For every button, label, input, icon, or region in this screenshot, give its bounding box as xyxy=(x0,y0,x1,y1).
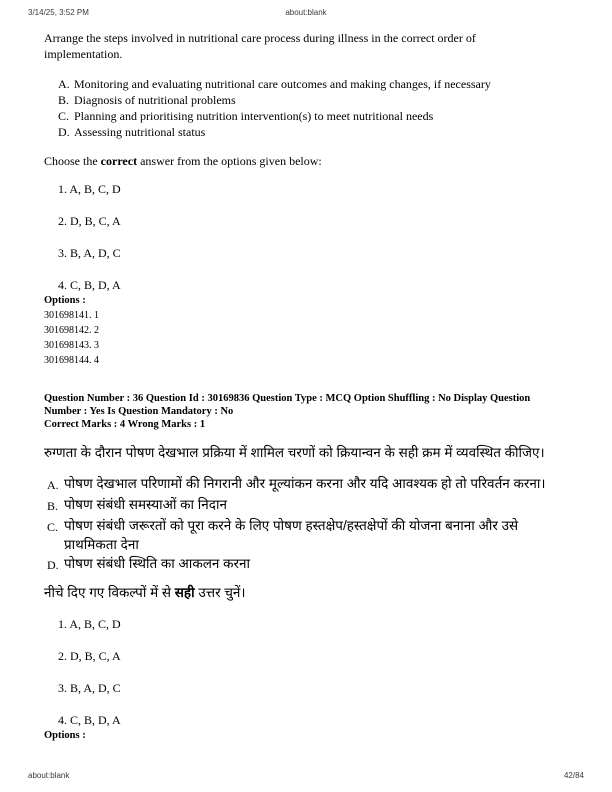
step-item-c xyxy=(58,108,568,124)
choice-item-1: 1. A, B, C, D xyxy=(58,182,121,196)
choose-prefix: नीचे दिए गए विकल्पों में से xyxy=(44,585,175,600)
choices-list-english xyxy=(58,181,568,293)
choice-item-2: 2. D, B, C, A xyxy=(58,649,121,663)
step-text: Monitoring and evaluating nutritional care outcomes and making changes, if necessary xyxy=(74,77,491,91)
step-letter: C. xyxy=(47,520,59,534)
choose-instruction-english xyxy=(44,153,568,169)
choice-item-4: 4. C, B, D, A xyxy=(58,278,121,292)
option-id-1: 301698141. 1 xyxy=(44,310,99,321)
step-text: पोषण देखभाल परिणामों की निगरानी और मूल्यांकन करना और यदि आवश्यक हो तो परिवर्तन करना। xyxy=(64,476,546,491)
step-letter: B. xyxy=(47,499,59,513)
step-item-d xyxy=(47,554,568,575)
step-item-b xyxy=(58,92,568,108)
header-datetime: 3/14/25, 3:52 PM xyxy=(28,8,89,17)
options-label-hindi: Options : xyxy=(44,730,86,741)
footer-url: about:blank xyxy=(28,771,70,780)
steps-list-english xyxy=(58,76,568,140)
step-item-c xyxy=(47,516,568,554)
option-id-3: 301698143. 3 xyxy=(44,340,99,351)
question-meta-line2: Correct Marks : 4 Wrong Marks : 1 xyxy=(44,419,206,430)
step-text: पोषण संबंधी स्थिति का आकलन करना xyxy=(64,556,250,571)
question-meta xyxy=(44,392,560,431)
step-text: Assessing nutritional status xyxy=(74,125,206,139)
step-item-a xyxy=(47,474,568,495)
choose-bold-word: सही xyxy=(174,585,195,600)
print-header xyxy=(28,8,584,20)
choice-item-1: 1. A, B, C, D xyxy=(58,617,121,631)
step-letter: A. xyxy=(47,478,59,492)
print-footer xyxy=(28,771,584,780)
choose-suffix: उत्तर चुनें। xyxy=(194,585,246,600)
options-label: Options : xyxy=(44,295,86,306)
step-text: पोषण संबंधी जरूरतों को पूरा करने के लिए पोषण हस्तक्षेप/हस्तक्षेपों की योजना बनाना और उसे प्राथमिकता देना xyxy=(64,518,519,552)
step-letter: D. xyxy=(47,558,59,572)
step-item-b xyxy=(47,495,568,516)
step-item-a xyxy=(58,76,568,92)
steps-list-hindi xyxy=(47,474,568,575)
step-letter: B. xyxy=(58,93,70,107)
header-title: about:blank xyxy=(285,8,327,17)
step-text: पोषण संबंधी समस्याओं का निदान xyxy=(64,497,227,512)
step-text: Planning and prioritising nutrition intervention(s) to meet nutritional needs xyxy=(74,109,434,123)
choices-list-hindi xyxy=(58,616,568,728)
step-text: Diagnosis of nutritional problems xyxy=(74,93,236,107)
choice-item-4: 4. C, B, D, A xyxy=(58,713,121,727)
step-letter: A. xyxy=(58,77,70,91)
step-letter: D. xyxy=(58,125,70,139)
option-id-2: 301698142. 2 xyxy=(44,325,99,336)
choose-prefix: Choose the xyxy=(44,154,101,168)
options-block-english xyxy=(44,293,568,368)
choose-suffix: answer from the options given below: xyxy=(137,154,322,168)
choice-item-3: 3. B, A, D, C xyxy=(58,246,121,260)
question-meta-line1: Question Number : 36 Question Id : 30169836 Question Type : MCQ Option Shuffling : No Display Question Number : Yes Is Question Mandatory : No xyxy=(44,393,531,417)
footer-page-number: 42/84 xyxy=(563,771,584,780)
question-prompt-english: Arrange the steps involved in nutritional care process during illness in the correct order of implementation. xyxy=(44,31,476,61)
document-content xyxy=(44,30,568,743)
step-letter: C. xyxy=(58,109,70,123)
question-prompt-hindi: रुग्णता के दौरान पोषण देखभाल प्रक्रिया में शामिल चरणों को क्रियान्वन के सही क्रम में व्यवस्थित कीजिए। xyxy=(44,445,545,460)
choose-bold-word: correct xyxy=(100,154,138,168)
step-item-d xyxy=(58,124,568,140)
choice-item-3: 3. B, A, D, C xyxy=(58,681,121,695)
choose-instruction-hindi xyxy=(44,583,568,602)
choice-item-2: 2. D, B, C, A xyxy=(58,214,121,228)
option-id-4: 301698144. 4 xyxy=(44,355,99,366)
